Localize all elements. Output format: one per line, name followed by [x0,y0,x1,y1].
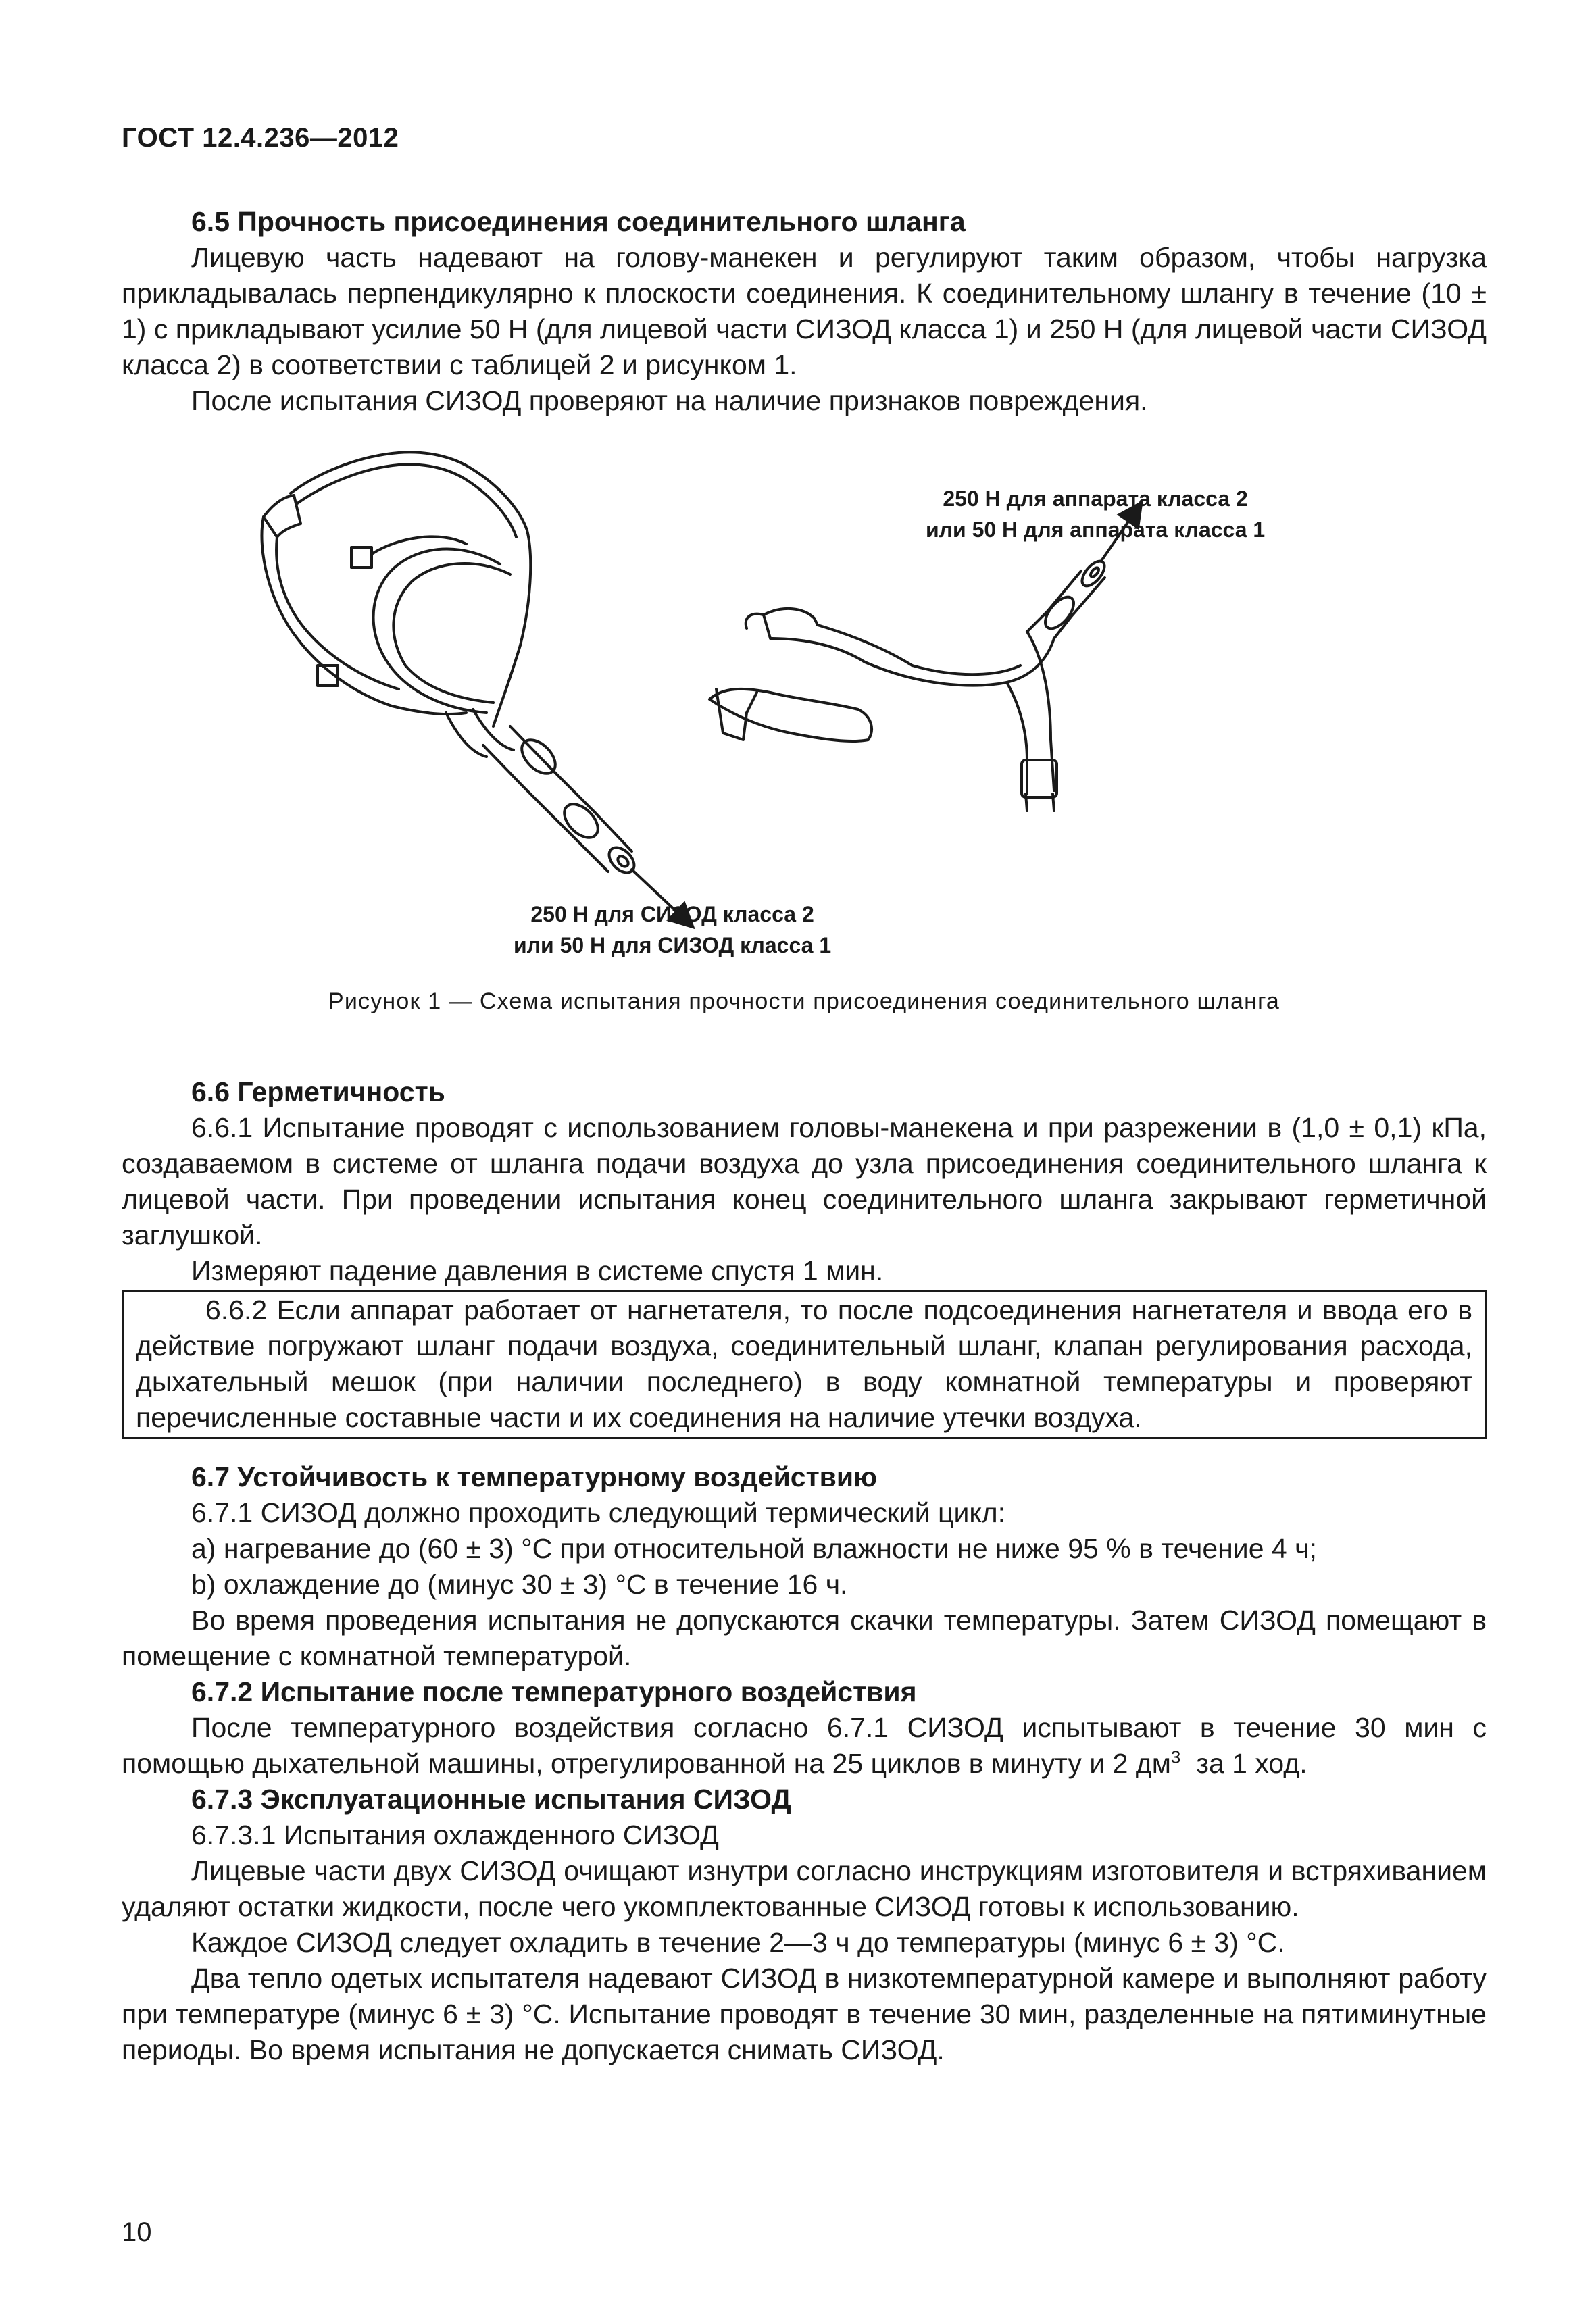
paragraph: Лицевые части двух СИЗОД очищают изнутри согласно инструкциям изготовителя и встряхиванием удаляют остатки жидкости, после чего укомплектованные СИЗОД готовы к использованию. [122,1855,1487,1922]
paragraph: 6.6.1 Испытание проводят с использованием головы-манекена и при разрежении в (1,0 ± 0,1) кПа, создаваемом в системе от шланга подачи воздуха до узла присоединения соединительного шланга к лицевой части. При проведении испытания конец соединительного шланга закрывают герметичной заглушкой. [122,1112,1487,1251]
text-run: за 1 ход. [1180,1748,1307,1779]
paragraph: b) охлаждение до (минус 30 ± 3) °С в течение 16 ч. [191,1569,848,1600]
section-6-7 [122,1459,1487,2068]
paragraph: Измеряют падение давления в системе спустя 1 мин. [191,1255,884,1286]
paragraph: 6.7.1 СИЗОД должно проходить следующий термический цикл: [191,1497,1006,1528]
section-heading: 6.6 Герметичность [191,1076,445,1107]
figure-1 [243,443,1358,976]
subsection-heading: 6.7.3 Эксплуатационные испытания СИЗОД [191,1784,791,1815]
superscript: 3 [1170,1746,1181,1767]
section-heading: 6.7 Устойчивость к температурному воздействию [191,1461,878,1492]
paragraph: Во время проведения испытания не допускаются скачки температуры. Затем СИЗОД помещают в помещение с комнатной температурой. [122,1605,1487,1671]
label-line: 250 Н для СИЗОД класса 2 [530,902,814,926]
boxed-amendment [122,1290,1487,1439]
face-mask-drawing [261,452,689,924]
paragraph: Каждое СИЗОД следует охладить в течение 2—3 ч до температуры (минус 6 ± 3) °С. [191,1927,1285,1958]
label-line: или 50 Н для аппарата класса 1 [926,518,1266,542]
figure-caption: Рисунок 1 — Схема испытания прочности присоединения соединительного шланга [328,988,1280,1014]
paragraph: Лицевую часть надевают на голову-манекен и регулируют таким образом, чтобы нагрузка прикладывалась перпендикулярно к плоскости соединения. К соединительному шлангу в течение (10 ± 1) с прикладывают усилие 50 Н (для лицевой части СИЗОД класса 1) и 250 Н (для лицевой части СИЗОД класса 2) в соответствии с таблицей 2 и рисунком 1. [122,242,1487,380]
paragraph: 6.7.3.1 Испытания охлажденного СИЗОД [191,1819,719,1851]
paragraph [122,1710,1487,1782]
paragraph: 6.6.2 Если аппарат работает от нагнетателя, то после подсоединения нагнетателя и ввода его в действие погружают шланг подачи воздуха, соединительный шланг, клапан регулирования расхода, дыхательный мешок (при наличии последнего) в воду комнатной температуры и проверяют перечисленные составные части и их соединения на наличие утечки воздуха. [136,1294,1472,1433]
text-run: После температурного воздействия согласно 6.7.1 СИЗОД испытывают в течение 30 мин с помощью дыхательной машины, отрегулированной на 25 циклов в минуту и 2 дм [122,1712,1487,1779]
paragraph: Два тепло одетых испытателя надевают СИЗОД в низкотемпературной камере и выполняют работу при температуре (минус 6 ± 3) °С. Испытание проводят в течение 30 мин, разделенные на пятиминутные периоды. Во время испытания не допускается снимать СИЗОД. [122,1963,1487,2065]
section-6-6 [122,1074,1487,1440]
label-line: 250 Н для аппарата класса 2 [943,486,1248,511]
paragraph: а) нагревание до (60 ± 3) °С при относительной влажности не ниже 95 % в течение 4 ч; [191,1533,1317,1564]
paragraph: После испытания СИЗОД проверяют на наличие признаков повреждения. [191,385,1148,416]
section-6-5 [122,204,1487,419]
subsection-heading: 6.7.2 Испытание после температурного воздействия [191,1676,917,1707]
page-number: 10 [122,2217,152,2247]
section-heading: 6.5 Прочность присоединения соединительного шланга [191,206,966,237]
head-harness-drawing [709,507,1139,811]
label-line: или 50 Н для СИЗОД класса 1 [514,933,832,957]
standard-header: ГОСТ 12.4.236—2012 [122,123,399,153]
force-label-mask [514,899,831,961]
force-label-harness [926,483,1265,545]
